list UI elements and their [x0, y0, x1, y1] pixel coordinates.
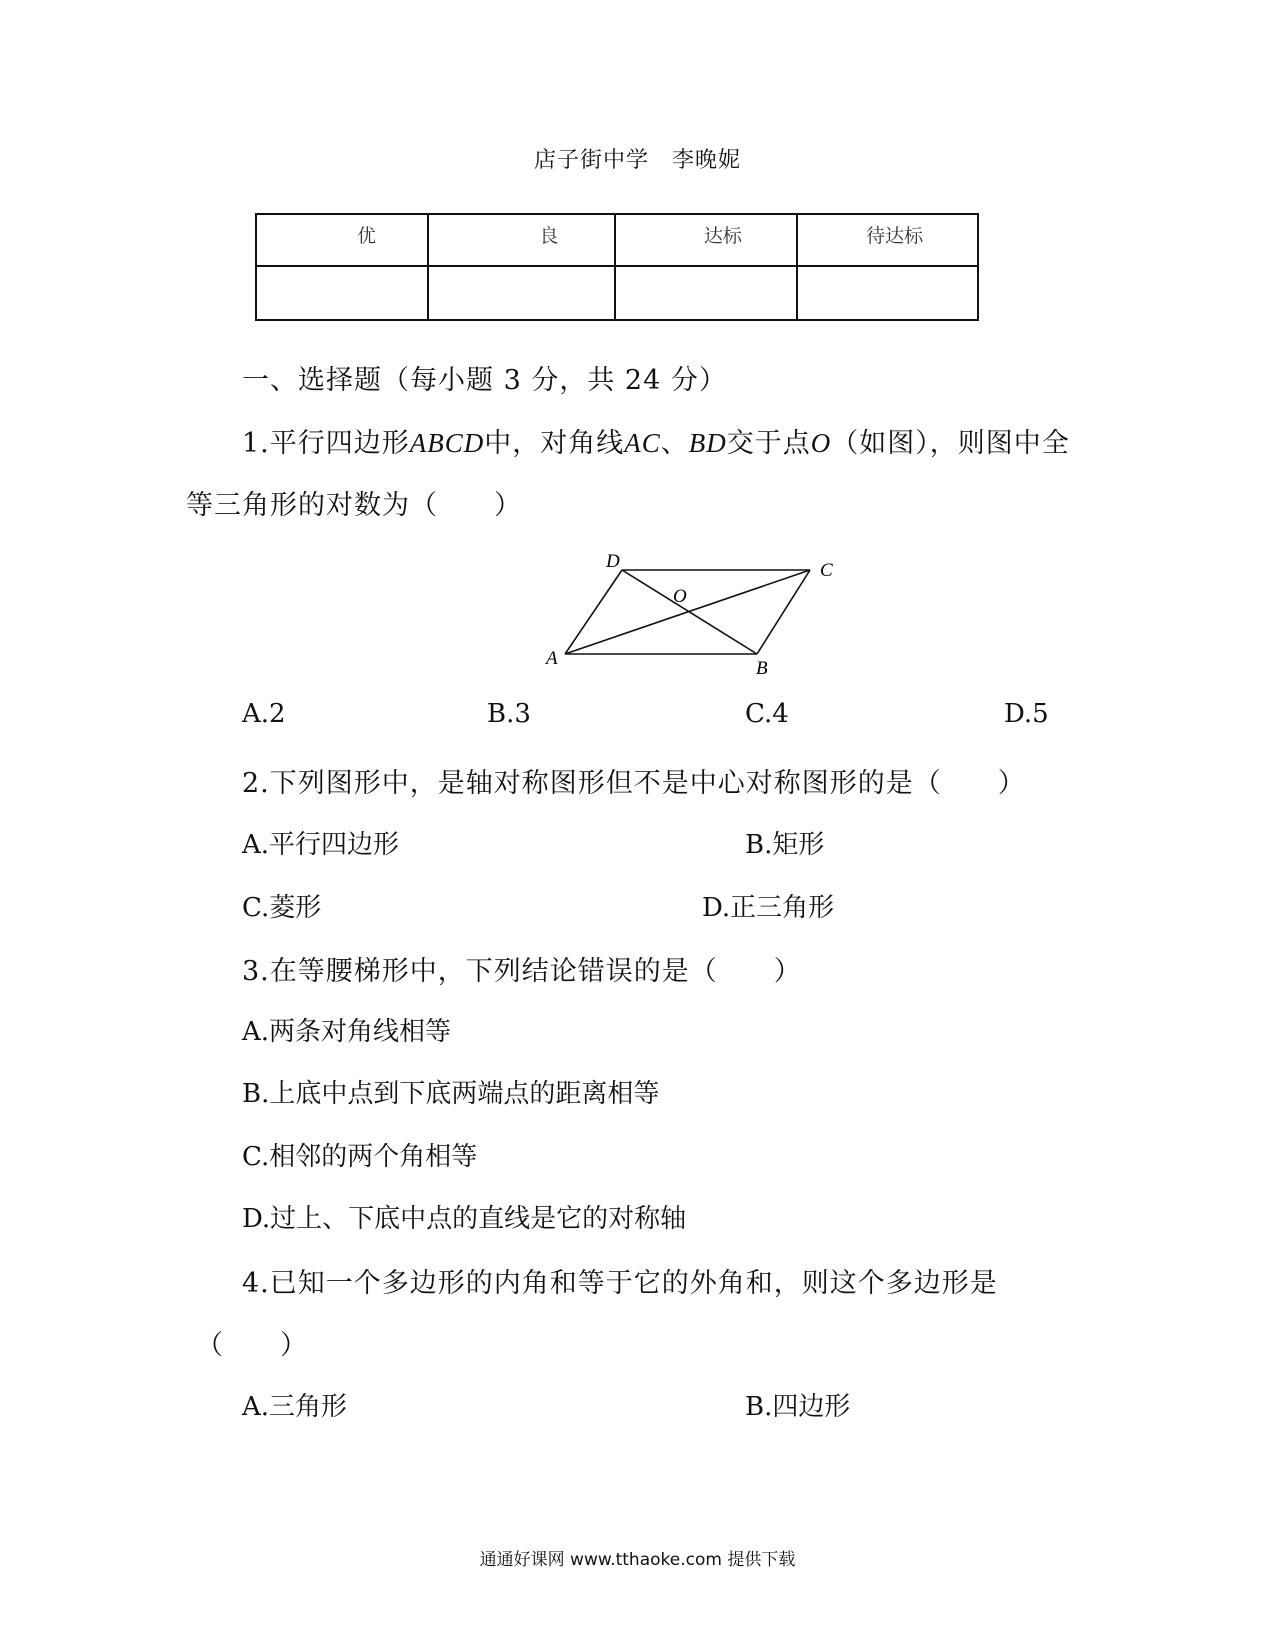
q1-var-o: O — [810, 428, 832, 458]
grade-value-not-yet — [797, 266, 978, 320]
q4-option-a: A.三角形 — [242, 1392, 348, 1422]
q1-var-abcd: ABCD — [409, 428, 485, 458]
label-o: O — [673, 586, 687, 607]
q1-option-d: D.5 — [1004, 699, 1049, 729]
parallelogram-figure — [546, 551, 860, 682]
q4-option-b: B.四边形 — [745, 1392, 851, 1422]
grade-value-excellent — [256, 266, 428, 320]
q1-line2: 等三角形的对数为（ ） — [186, 490, 522, 521]
diagonal-bd — [622, 570, 757, 654]
q4-line2: （ ） — [196, 1330, 308, 1361]
q1-option-b: B.3 — [487, 699, 531, 729]
edge-bc — [757, 570, 810, 654]
label-c: C — [820, 560, 833, 581]
q3-text: 3.在等腰梯形中，下列结论错误的是（ ） — [242, 956, 802, 987]
q3-option-b: B.上底中点到下底两端点的距离相等 — [242, 1079, 660, 1109]
grade-table-header-row — [256, 214, 978, 266]
grade-header-pass: 达标 — [615, 214, 797, 266]
page-footer: 通通好课网 www.tthaoke.com 提供下载 — [479, 1550, 796, 1570]
q1-option-a: A.2 — [242, 699, 286, 729]
q1-var-ac: AC — [624, 428, 661, 458]
q1-line1: 1.平行四边形ABCD中，对角线AC、BD交于点O（如图），则图中全 — [242, 428, 1070, 459]
label-d: D — [606, 551, 620, 572]
grade-header-not-yet: 待达标 — [797, 214, 978, 266]
page-header: 店子街中学 李晚妮 — [533, 148, 741, 173]
grade-value-good — [428, 266, 615, 320]
q2-option-b: B.矩形 — [745, 830, 825, 860]
section-title: 一、选择题（每小题 3 分，共 24 分） — [242, 365, 727, 396]
q4-text: 4.已知一个多边形的内角和等于它的外角和，则这个多边形是 — [242, 1268, 998, 1299]
q2-option-d: D.正三角形 — [702, 893, 835, 923]
grade-header-good: 良 — [428, 214, 615, 266]
grade-value-pass — [615, 266, 797, 320]
q3-option-a: A.两条对角线相等 — [242, 1017, 452, 1047]
q2-option-a: A.平行四边形 — [242, 830, 400, 860]
edge-da — [565, 570, 622, 654]
q3-option-c: C.相邻的两个角相等 — [242, 1142, 478, 1172]
q2-option-c: C.菱形 — [242, 893, 322, 923]
q2-text: 2.下列图形中，是轴对称图形但不是中心对称图形的是（ ） — [242, 768, 1026, 799]
grade-table — [255, 213, 979, 321]
grade-table-value-row — [256, 266, 978, 320]
diagonal-ac — [565, 570, 810, 654]
q1-var-bd: BD — [688, 428, 727, 458]
grade-header-excellent: 优 — [256, 214, 428, 266]
q1-option-c: C.4 — [745, 699, 789, 729]
q3-option-d: D.过上、下底中点的直线是它的对称轴 — [242, 1204, 687, 1234]
label-a: A — [546, 648, 558, 669]
label-b: B — [756, 658, 768, 679]
